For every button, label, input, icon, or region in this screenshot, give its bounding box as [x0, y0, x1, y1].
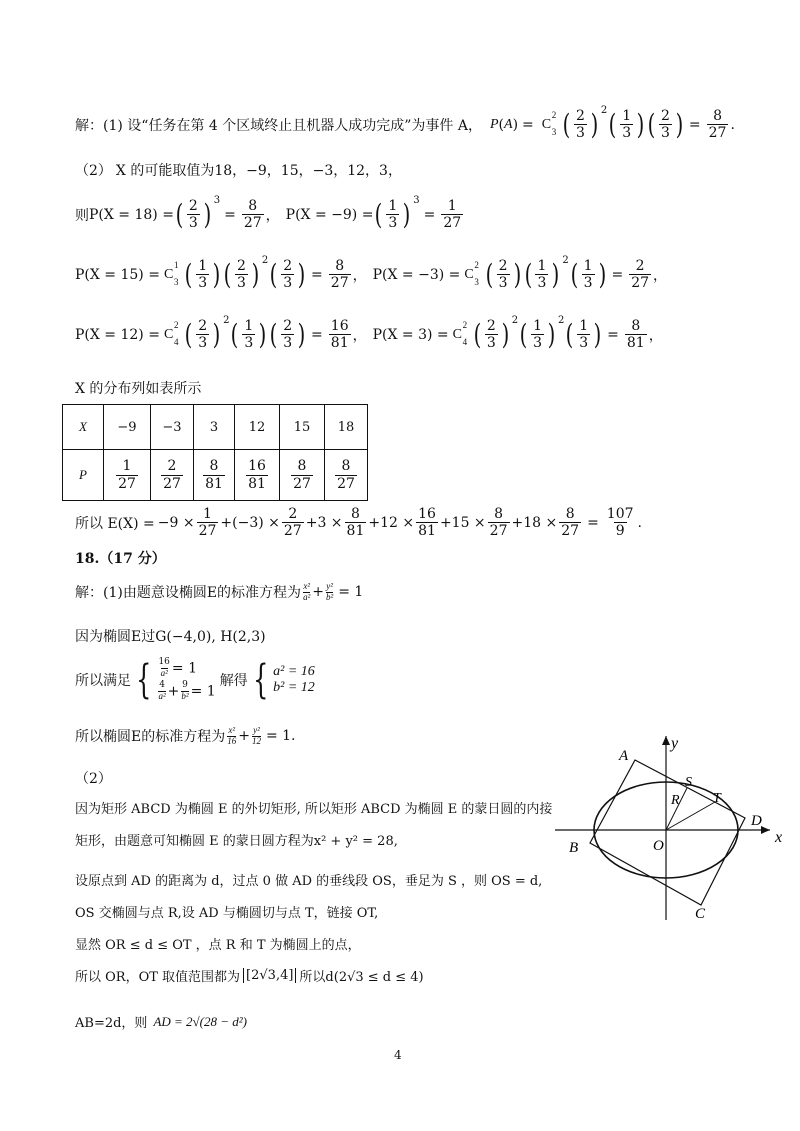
label-R: R — [671, 793, 680, 808]
p17-part1-result: $\frac{8}{27}$ — [708, 108, 727, 142]
page-number: 4 — [394, 1048, 402, 1062]
expectation-result: $\frac{107}{9}$ — [606, 506, 634, 540]
table-header-x: X — [63, 405, 104, 450]
label-C: C — [695, 906, 706, 922]
p18-step3: 所以满足 { $\frac{16}{\text{a²}}$ = 1 $\frac{4}{\text{a²}}$ + $\frac{9}{\text{b²}}$ = 1 解得 { a² = 16 b² = 12 — [75, 656, 315, 703]
table-header-p: P — [63, 450, 104, 501]
p18-p2-line2: 矩形，由题意可知椭圆 E 的蒙日圆方程为x² + y² = 28, — [75, 834, 398, 849]
distribution-table: X −9 −3 3 12 15 18 P $\frac{1}{27}$ $\frac{2}{27}$ $\frac{8}{81}$ $\frac{16}{81}$ $\frac{8}{27}$ $\frac{8}{27}$ — [62, 404, 368, 501]
p17-part2-text: X 的可能取值为18，−9，15，−3，12，3， — [115, 163, 402, 179]
p17-prob-line1: 则 P(X = 18) = ( $\frac{2}{3}$ ) 3 = $\frac{8}{27}$ ， P(X = −9) = ( $\frac{1}{3}$ ) 3 = $\frac{1}{27}$ — [75, 195, 462, 232]
label-x: x — [775, 829, 783, 846]
label-B: B — [569, 840, 579, 856]
p17-part1-label: 解：(1) 设“任务在第 4 个区域终止且机器人成功完成”为事件 A， — [75, 117, 482, 134]
p18-p2-line7: AB=2d，则 AD = 2√(28 − d²) — [75, 1013, 248, 1031]
expectation-line: 所以 E(X) = −9 × $\frac{1}{27}$ +(−3) × $\frac{2}{27}$ +3 × $\frac{8}{81}$ +12 × $\frac{16}{81}$ +15 × $\frac{8}{27}$ +18 × $\frac{8}{27}$ = $\frac{107}{9}$ . — [75, 506, 642, 540]
table-caption: X 的分布列如表所示 — [75, 381, 202, 397]
label-y: y — [671, 735, 679, 752]
p17-part2-line — [75, 160, 402, 180]
p18-step1: 解：(1)由题意设椭圆E的标准方程为 $\frac{\text{x²}}{\text{a²}}$ + $\frac{\text{y²}}{\text{b²}}$ = 1 — [75, 581, 364, 602]
range-bracket: [2√3,4] — [243, 968, 296, 983]
p18-step4: 所以椭圆E的标准方程为 $\frac{\text{x²}}{16}$ + $\frac{\text{y²}}{12}$ = 1. — [75, 725, 296, 746]
p18-p2-line1: 因为矩形 ABCD 为椭圆 E 的外切矩形, 所以矩形 ABCD 为椭圆 E 的蒙日圆的内接 — [75, 802, 553, 817]
p17-part1-line: 解：(1) 设“任务在第 4 个区域终止且机器人成功完成”为事件 A， P ( A ) = C 2 3 ( $\frac{2}{3}$ ) 2 ( $\frac{1}{3}$ ) ( $\frac{2}{3}$ ) = $\frac{8}{27}$ . — [75, 105, 735, 142]
p17-prob-line2: P(X = 15) = C 1 3 ( $\frac{1}{3}$ ) ( $\frac{2}{3}$ ) 2 ( $\frac{2}{3}$ ) = $\frac{8}{27}$ ， P(X = −3) = C 2 3 ( $\frac{2}{3}$ ) ( $\frac{1}{3}$ ) 2 ( $\frac{1}{3}$ ) = $\frac{2}{27}$ ， — [75, 255, 668, 292]
label-D: D — [751, 813, 762, 829]
p18-expr: P(X = 18) = — [89, 206, 174, 223]
ellipse-rectangle-figure — [555, 730, 795, 930]
p17-prob-line3: P(X = 12) = C 2 4 ( $\frac{2}{3}$ ) 2 ( $\frac{1}{3}$ ) ( $\frac{2}{3}$ ) = $\frac{16}{81}$ ， P(X = 3) = C 2 4 ( $\frac{2}{3}$ ) 2 ( $\frac{1}{3}$ ) 2 ( $\frac{1}{3}$ ) = $\frac{8}{81}$ ， — [75, 315, 663, 352]
p15-expr: P(X = 15) = — [75, 266, 160, 283]
p18-p2-line3: 设原点到 AD 的距离为 d，过点 0 做 AD 的垂线段 OS，垂足为 S ，则 OS = d, — [75, 874, 543, 889]
p18-part2-label: （2） — [75, 771, 112, 787]
p18-p2-line4: OS 交椭圆与点 R,设 AD 与椭圆切与点 T，链接 OT, — [75, 906, 379, 921]
label-T: T — [713, 791, 721, 806]
label-S: S — [685, 775, 692, 790]
p12-expr: P(X = 12) = — [75, 326, 160, 343]
pm9-expr: P(X = −9) = — [285, 206, 374, 223]
solution-a2: a² = 16 — [273, 663, 315, 679]
p18-step2: 因为椭圆E过G(−4,0), H(2,3) — [75, 629, 266, 645]
p18-p2-line6: 所以 OR，OT 取值范围都为 [2√3,4] 所以d(2√3 ≤ d ≤ 4) — [75, 968, 424, 985]
p18-p2-line5: 显然 OR ≤ d ≤ OT ，点 R 和 T 为椭圆上的点， — [75, 938, 361, 953]
solution-b2: b² = 12 — [273, 679, 315, 695]
label-O: O — [653, 838, 664, 854]
p3-expr: P(X = 3) = — [372, 326, 449, 343]
x-axis-arrow — [761, 826, 770, 834]
y-axis-arrow — [662, 736, 670, 745]
p17-part2-label: （2） — [75, 163, 112, 179]
pm3-expr: P(X = −3) = — [372, 266, 461, 283]
p18-heading: 18.（17 分） — [75, 551, 166, 567]
label-A: A — [619, 748, 629, 764]
